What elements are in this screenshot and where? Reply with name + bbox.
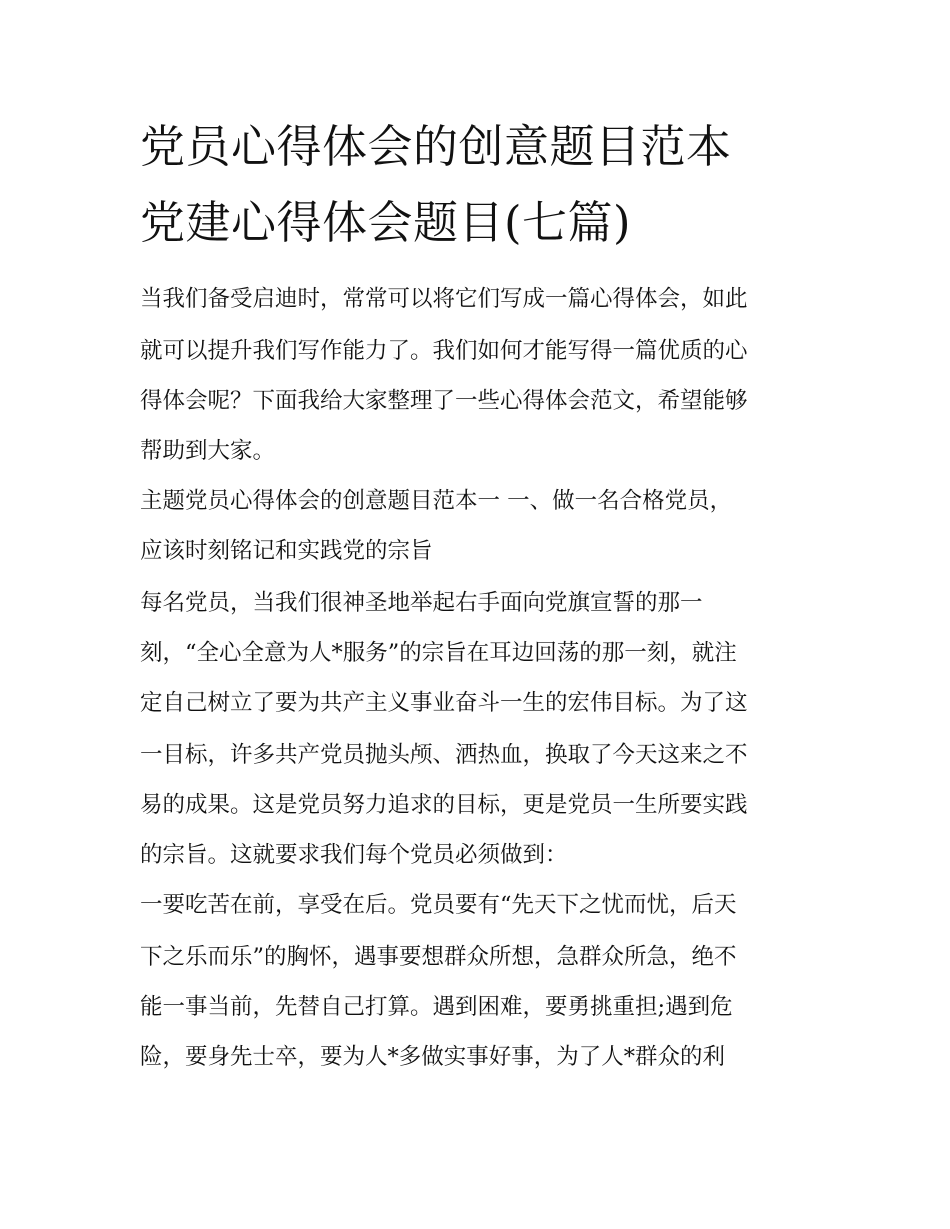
document-title-line-1: 党员心得体会的创意题目范本 [140, 120, 732, 173]
body-text-line: 易的成果。这是党员努力追求的目标，更是党员一生所要实践 [140, 792, 748, 818]
body-text-line: 主题党员心得体会的创意题目范本一 一、做一名合格党员， [140, 488, 733, 514]
body-text-line: 能一事当前，先替自己打算。遇到困难，要勇挑重担;遇到危 [140, 994, 733, 1020]
body-text-line: 下之乐而乐”的胸怀，遇事要想群众所想，急群众所急，绝不 [140, 944, 737, 970]
body-text-line: 每名党员，当我们很神圣地举起右手面向党旗宣誓的那一 [140, 590, 703, 616]
body-text-line: 就可以提升我们写作能力了。我们如何才能写得一篇优质的心 [140, 338, 748, 364]
body-text-line: 当我们备受启迪时，常常可以将它们写成一篇心得体会，如此 [140, 286, 748, 312]
body-text-line: 险，要身先士卒，要为人*多做实事好事，为了人*群众的利 [140, 1044, 726, 1070]
body-text-line: 得体会呢？下面我给大家整理了一些心得体会范文，希望能够 [140, 388, 748, 414]
body-text-line: 刻，“全心全意为人*服务”的宗旨在耳边回荡的那一刻，就注 [140, 640, 737, 666]
document-title-line-2: 党建心得体会题目(七篇) [140, 196, 632, 249]
body-text-line: 一要吃苦在前，享受在后。党员要有“先天下之忧而忧，后天 [140, 892, 737, 918]
body-text-line: 应该时刻铭记和实践党的宗旨 [140, 538, 433, 564]
body-text-line: 帮助到大家。 [140, 438, 276, 464]
body-text-line: 的宗旨。这就要求我们每个党员必须做到： [140, 842, 568, 868]
body-text-line: 定自己树立了要为共产主义事业奋斗一生的宏伟目标。为了这 [140, 690, 748, 716]
body-text-line: 一目标，许多共产党员抛头颅、洒热血，换取了今天这来之不 [140, 742, 748, 768]
